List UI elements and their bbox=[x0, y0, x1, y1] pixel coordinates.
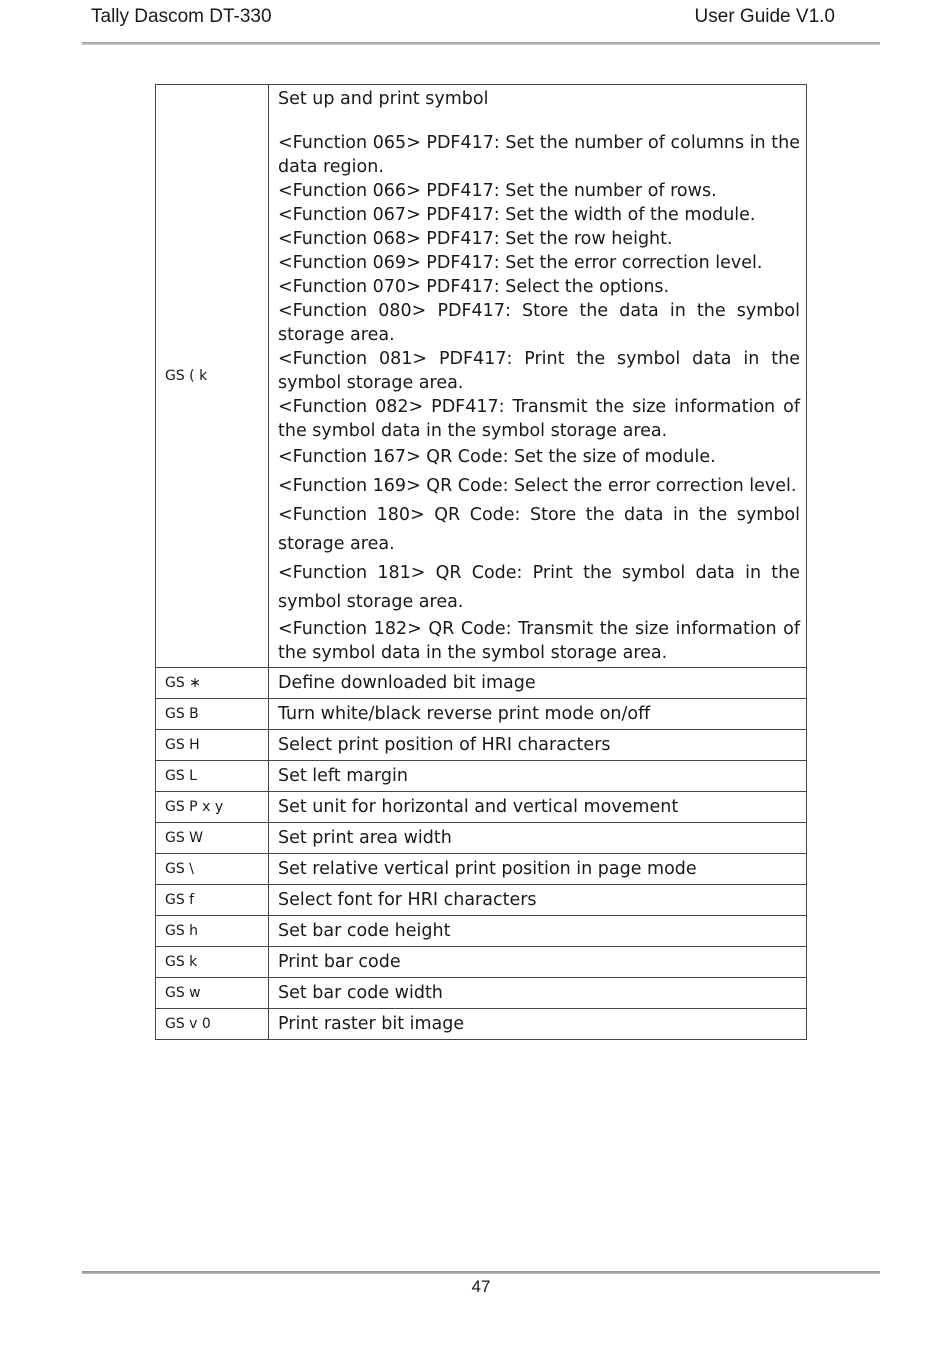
description-cell: Print bar code bbox=[269, 947, 807, 978]
description-cell: Define downloaded bit image bbox=[269, 668, 807, 699]
command-cell: GS P x y bbox=[156, 792, 269, 823]
function-line: <Function 067> PDF417: Set the width of the module. bbox=[278, 205, 756, 225]
command-cell: GS k bbox=[156, 947, 269, 978]
command-cell: GS ( k bbox=[156, 85, 269, 668]
description-cell: Select print position of HRI characters bbox=[269, 730, 807, 761]
description-cell: Set bar code width bbox=[269, 978, 807, 1009]
command-table bbox=[155, 84, 807, 1040]
table-row bbox=[156, 730, 807, 761]
function-line: <Function 065> PDF417: Set the number of columns in the data region. bbox=[278, 133, 800, 177]
description-lead: Set up and print symbol bbox=[278, 89, 489, 109]
description-cell: Set unit for horizontal and vertical movement bbox=[269, 792, 807, 823]
table-row bbox=[156, 823, 807, 854]
description-cell: Set left margin bbox=[269, 761, 807, 792]
table-row bbox=[156, 885, 807, 916]
description-cell: Set print area width bbox=[269, 823, 807, 854]
header-rule bbox=[82, 42, 880, 45]
function-line: <Function 069> PDF417: Set the error correction level. bbox=[278, 253, 763, 273]
table-row bbox=[156, 978, 807, 1009]
command-cell: GS v 0 bbox=[156, 1009, 269, 1040]
function-line: <Function 070> PDF417: Select the options. bbox=[278, 277, 670, 297]
table-row-gs-k-paren bbox=[156, 85, 807, 668]
command-cell: GS \ bbox=[156, 854, 269, 885]
function-line: <Function 182> QR Code: Transmit the size information of the symbol data in the symbol storage area. bbox=[278, 619, 800, 663]
table-row bbox=[156, 792, 807, 823]
description-cell: Print raster bit image bbox=[269, 1009, 807, 1040]
description-cell: Set relative vertical print position in page mode bbox=[269, 854, 807, 885]
description-cell: Select font for HRI characters bbox=[269, 885, 807, 916]
table-row bbox=[156, 668, 807, 699]
function-line: <Function 181> QR Code: Print the symbol data in the symbol storage area. bbox=[278, 563, 800, 612]
command-cell: GS W bbox=[156, 823, 269, 854]
function-line: <Function 068> PDF417: Set the row height. bbox=[278, 229, 673, 249]
function-line: <Function 081> PDF417: Print the symbol data in the symbol storage area. bbox=[278, 349, 800, 393]
command-cell: GS f bbox=[156, 885, 269, 916]
function-line: <Function 082> PDF417: Transmit the size information of the symbol data in the symbol storage area. bbox=[278, 397, 800, 441]
command-cell: GS B bbox=[156, 699, 269, 730]
footer-rule bbox=[82, 1271, 880, 1274]
command-cell: GS H bbox=[156, 730, 269, 761]
document-title: Tally Dascom DT-330 bbox=[91, 6, 272, 27]
function-line: <Function 169> QR Code: Select the error correction level. bbox=[278, 476, 797, 496]
function-line: <Function 167> QR Code: Set the size of module. bbox=[278, 447, 716, 467]
table-row bbox=[156, 761, 807, 792]
table-row bbox=[156, 699, 807, 730]
command-cell: GS L bbox=[156, 761, 269, 792]
description-cell: Set bar code height bbox=[269, 916, 807, 947]
command-cell: GS ∗ bbox=[156, 668, 269, 699]
function-line: <Function 080> PDF417: Store the data in the symbol storage area. bbox=[278, 301, 800, 345]
table-row bbox=[156, 854, 807, 885]
function-line: <Function 180> QR Code: Store the data in the symbol storage area. bbox=[278, 505, 800, 554]
document-version: User Guide V1.0 bbox=[694, 6, 835, 27]
page-number: 47 bbox=[471, 1277, 491, 1296]
table-row bbox=[156, 1009, 807, 1040]
table-row bbox=[156, 947, 807, 978]
command-cell: GS w bbox=[156, 978, 269, 1009]
function-line: <Function 066> PDF417: Set the number of rows. bbox=[278, 181, 717, 201]
table-row bbox=[156, 916, 807, 947]
description-cell: Turn white/black reverse print mode on/off bbox=[269, 699, 807, 730]
command-cell: GS h bbox=[156, 916, 269, 947]
description-cell bbox=[269, 85, 807, 668]
